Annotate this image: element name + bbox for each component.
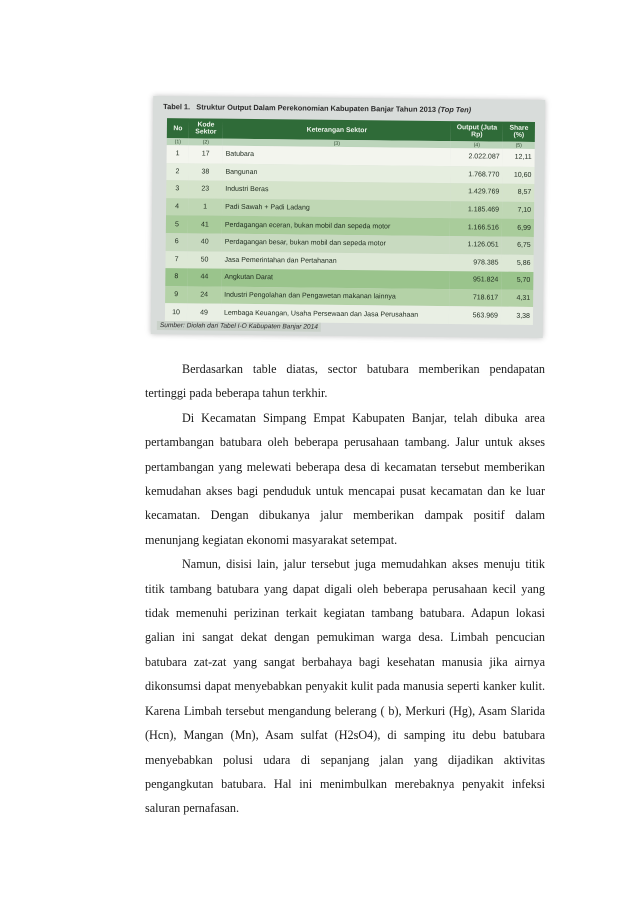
caption-prefix: Tabel 1. xyxy=(163,102,191,112)
row-output: 978.385 xyxy=(449,254,501,272)
row-sektor: Perdagangan besar, bukan mobil dan sepeda motor xyxy=(222,234,450,254)
row-no: 1 xyxy=(167,145,189,163)
row-no: 10 xyxy=(165,303,187,321)
row-sektor: Angkutan Darat xyxy=(221,269,449,289)
row-share: 8,57 xyxy=(502,184,534,202)
col-number: (2) xyxy=(189,138,223,145)
header-output: Output (Juta Rp) xyxy=(451,121,503,142)
row-output: 1.185.469 xyxy=(450,201,502,219)
row-sektor: Industri Beras xyxy=(222,181,450,201)
table-source: Sumber: Diolah dari Tabel I-O Kabupaten Banjar 2014 xyxy=(157,321,321,332)
table-body xyxy=(165,145,535,325)
row-kode: 17 xyxy=(189,145,223,163)
row-output: 563.969 xyxy=(449,306,501,324)
paragraph: Di Kecamatan Simpang Empat Kabupaten Banjar, telah dibuka area pertambangan batubara oleh beberapa perusahaan tambang. Jalur untuk akses pertambangan yang melewati beberapa desa di kecamatan tersebut memberikan kemudahan akses bagi penduduk untuk mencapai pusat kecamatan dan ke luar kecamatan. Dengan dibukanya jalur memberikan dampak positif dalam menunjang kegiatan ekonomi masyarakat setempat. xyxy=(145,410,545,547)
row-kode: 50 xyxy=(187,251,221,269)
row-output: 1.126.051 xyxy=(450,236,502,254)
row-share: 6,99 xyxy=(502,219,534,237)
col-number: (3) xyxy=(223,139,451,148)
row-no: 7 xyxy=(165,251,187,269)
row-share: 3,38 xyxy=(501,307,533,325)
row-no: 5 xyxy=(166,215,188,233)
row-sektor: Batubara xyxy=(223,146,451,166)
row-sektor: Perdagangan eceran, bukan mobil dan sepeda motor xyxy=(222,216,450,236)
row-kode: 24 xyxy=(187,286,221,304)
col-number: (1) xyxy=(167,138,189,145)
row-output: 1.768.770 xyxy=(450,166,502,184)
row-no: 4 xyxy=(166,198,188,216)
row-share: 5,70 xyxy=(501,272,533,290)
header-share: Share (%) xyxy=(503,122,535,142)
row-kode: 41 xyxy=(188,216,222,234)
header-no: No xyxy=(167,118,189,138)
row-no: 8 xyxy=(165,268,187,286)
table-caption xyxy=(163,102,539,120)
col-number: (5) xyxy=(503,142,535,149)
header-keterangan: Keterangan Sektor xyxy=(223,119,451,141)
row-no: 3 xyxy=(166,180,188,198)
row-kode: 49 xyxy=(187,304,221,322)
row-sektor: Padi Sawah + Padi Ladang xyxy=(222,198,450,218)
paragraph: Namun, disisi lain, jalur tersebut juga memudahkan akses menuju titik titik tambang batubara yang dapat digali oleh beberapa perusahaan kecil yang tidak memenuhi perizinan terkait kegiatan tambang batubara. Adapun lokasi galian ini sangat dekat dengan pemukiman warga desa. Limbah pencucian batubara zat-zat yang sangat berbahaya bagi kesehatan manusia jika airnya dikonsumsi dapat menyebabkan penyakit kulit pada manusia seperti kanker kulit. Karena Limbah tersebut mengandung belerang ( b), Merkuri (Hg), Asam Slarida (Hcn), Mangan (Mn), Asam sulfat (H2sO4), di samping itu debu batubara menyebabkan polusi udara di sepanjang jalan yang dijadikan aktivitas pengangkutan batubara. Hal ini menimbulkan merebaknya penyakit infeksi saluran pernafasan. xyxy=(145,557,545,816)
row-no: 6 xyxy=(166,233,188,251)
body-text xyxy=(145,357,545,821)
header-kode: Kode Sektor xyxy=(189,118,223,138)
table-photo xyxy=(151,96,545,338)
row-output: 951.824 xyxy=(449,271,501,289)
row-sektor: Lembaga Keuangan, Usaha Persewaan dan Jasa Perusahaan xyxy=(221,304,449,324)
row-kode: 40 xyxy=(188,233,222,251)
row-kode: 38 xyxy=(188,163,222,181)
row-share: 5,86 xyxy=(501,254,533,272)
row-share: 12,11 xyxy=(503,149,535,167)
col-number: (4) xyxy=(451,141,503,149)
caption-text: Struktur Output Dalam Perekonomian Kabupaten Banjar Tahun 2013 xyxy=(196,102,437,114)
row-output: 2.022.087 xyxy=(451,148,503,166)
row-output: 1.166.516 xyxy=(450,218,502,236)
row-output: 718.617 xyxy=(449,289,501,307)
row-no: 9 xyxy=(165,286,187,304)
row-output: 1.429.769 xyxy=(450,183,502,201)
row-sektor: Jasa Pemerintahan dan Pertahanan xyxy=(221,251,449,271)
row-share: 10,60 xyxy=(502,166,534,184)
caption-italic: (Top Ten) xyxy=(438,104,472,115)
row-kode: 44 xyxy=(187,268,221,286)
row-sektor: Industri Pengolahan dan Pengawetan makanan lainnya xyxy=(221,286,449,306)
row-sektor: Bangunan xyxy=(222,163,450,183)
row-share: 7,10 xyxy=(502,201,534,219)
row-kode: 23 xyxy=(188,181,222,199)
row-share: 6,75 xyxy=(502,237,534,255)
output-table xyxy=(165,118,535,325)
row-kode: 1 xyxy=(188,198,222,216)
row-share: 4,31 xyxy=(501,289,533,307)
paragraph: Berdasarkan table diatas, sector batubara memberikan pendapatan tertinggi pada beberapa tahun terkhir. xyxy=(145,362,545,401)
row-no: 2 xyxy=(166,163,188,181)
